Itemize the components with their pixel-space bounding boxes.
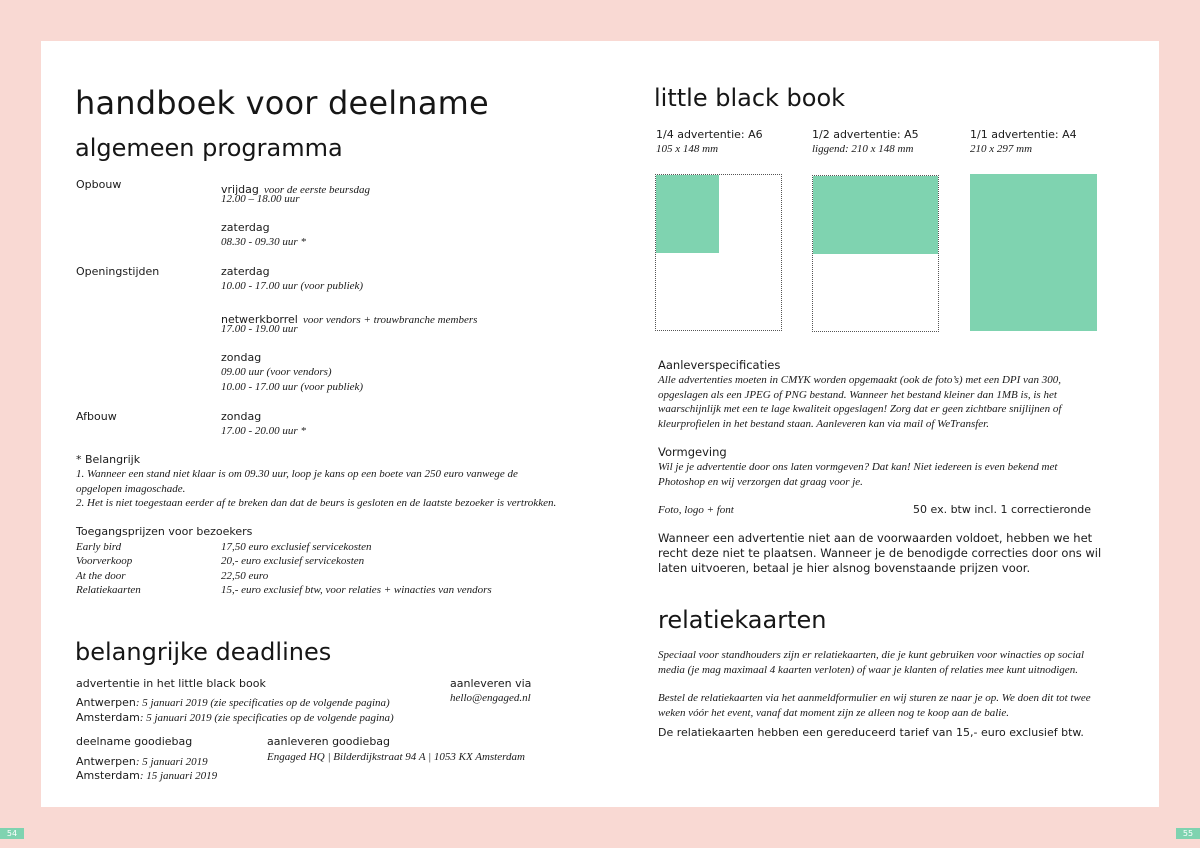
text-line: waarschijnlijk met een te lage kwaliteit opgeslagen! Zorg dat er geen zichtbare snijlijnen of	[658, 403, 1062, 415]
city: Antwerpen	[76, 755, 136, 768]
text-line: recht deze niet te plaatsen. Wanneer je de benodigde correcties door ons wil	[658, 546, 1102, 560]
opbouw-label: Opbouw	[76, 178, 122, 191]
relatiekaarten-p2	[658, 691, 1091, 720]
date: : 5 januari 2019	[135, 756, 208, 768]
afbouw-label: Afbouw	[76, 410, 117, 423]
opbouw-day2: zaterdag	[221, 221, 270, 234]
city: Amsterdam	[76, 769, 140, 782]
day-note: voor de eerste beursdag	[263, 184, 370, 196]
opbouw-day2-time: 08.30 - 09.30 uur *	[221, 236, 306, 248]
deliver-label: aanleveren via	[450, 677, 532, 690]
open-borrel-time: 17.00 - 19.00 uur	[221, 323, 298, 335]
ticket-name: Voorverkoop	[76, 555, 133, 567]
goodiebag-label: deelname goodiebag	[76, 735, 193, 748]
text-line: Alle advertenties moeten in CMYK worden opgemaakt (ook de foto’s) met een DPI van 300,	[658, 374, 1061, 386]
text-line: Photoshop en wij verzorgen dat graag voor je.	[658, 475, 863, 488]
ticket-price: 17,50 euro exclusief servicekosten	[221, 541, 372, 553]
text-line: kleurprofielen in het bestand staan. Aanleveren kan via mail of WeTransfer.	[658, 417, 989, 430]
deliver-email: hello@engaged.nl	[450, 692, 531, 704]
goodiebag-row	[76, 764, 217, 783]
specs-text	[658, 373, 1061, 431]
ticket-name: Relatiekaarten	[76, 584, 141, 596]
relatiekaarten-p1	[658, 648, 1084, 677]
warning-text	[658, 531, 1101, 576]
ad-preview-half	[812, 175, 939, 332]
design-text	[658, 460, 1057, 489]
open-day2-time1: 09.00 uur (voor vendors)	[221, 366, 332, 378]
ad-preview-quarter	[655, 174, 782, 331]
ad-area-fill	[813, 176, 938, 254]
specs-heading: Aanleverspecificaties	[658, 358, 781, 372]
design-price-label: Foto, logo + font	[658, 504, 734, 516]
afbouw-day: zondag	[221, 410, 262, 423]
important-heading: * Belangrijk	[76, 453, 141, 466]
page-number-right: 55	[1176, 828, 1200, 839]
text-line: Wil je je advertentie door ons laten vormgeven? Dat kan! Niet iedereen is even bekend met	[658, 461, 1058, 473]
open-day1-time: 10.00 - 17.00 uur (voor publiek)	[221, 280, 364, 292]
section-heading-deadlines: belangrijke deadlines	[75, 638, 332, 666]
page-title: handboek voor deelname	[75, 84, 489, 122]
important-line2: 2. Het is niet toegestaan eerder af te breken dan dat de beurs is gesloten en de laatste bezoeker is vertrokken.	[76, 497, 557, 509]
date: : 15 januari 2019	[139, 770, 218, 782]
ad-preview-full	[970, 174, 1097, 331]
ad-size-dim: 210 x 297 mm	[970, 143, 1033, 155]
openingstijden-label: Openingstijden	[76, 265, 160, 278]
afbouw-time: 17.00 - 20.00 uur *	[221, 425, 306, 437]
open-day2-time2: 10.00 - 17.00 uur (voor publiek)	[221, 381, 364, 393]
section-heading-program: algemeen programma	[75, 134, 343, 162]
borrel-label: netwerkborrel	[221, 313, 298, 326]
ticket-name: Early bird	[76, 541, 122, 553]
section-heading-relatiekaarten: relatiekaarten	[658, 606, 827, 634]
text-line: Bestel de relatiekaarten via het aanmeldformulier en wij sturen ze naar je op. We doen dit tot twee	[658, 692, 1091, 704]
ad-size-label: 1/4 advertentie: A6	[656, 128, 763, 141]
text-line: opgeslagen als een JPEG of PNG bestand. Wanneer het bestand kleiner dan 1MB is, is het	[658, 388, 1057, 401]
city: Antwerpen	[76, 696, 136, 709]
ticket-price: 15,- euro exclusief btw, voor relaties + winacties van vendors	[221, 584, 492, 596]
text-line: media (je mag maximaal 4 kaarten verloten) of waar je klanten of relaties mee kunt uitnodigen.	[658, 663, 1078, 676]
city: Amsterdam	[76, 711, 140, 724]
important-line1: 1. Wanneer een stand niet klaar is om 09.30 uur, loop je kans op een boete van 250 euro vanwege de	[76, 468, 518, 480]
ad-size-label: 1/2 advertentie: A5	[812, 128, 919, 141]
ad-label: advertentie in het little black book	[76, 677, 266, 690]
text-line: Speciaal voor standhouders zijn er relatiekaarten, die je kunt gebruiken voor winacties op social	[658, 649, 1085, 661]
ticket-price: 22,50 euro	[221, 570, 269, 582]
text-line: Wanneer een advertentie niet aan de voorwaarden voldoet, hebben we het	[658, 531, 1093, 545]
ad-size-dim: 105 x 148 mm	[656, 143, 719, 155]
tickets-heading: Toegangsprijzen voor bezoekers	[76, 525, 253, 538]
design-heading: Vormgeving	[658, 445, 727, 459]
ad-row	[76, 706, 394, 725]
ad-area-fill	[656, 175, 719, 253]
goodiebag-deliver-label: aanleveren goodiebag	[267, 735, 391, 748]
text-line: weken vóór het event, vanaf dat moment zijn ze alleen nog te koop aan de balie.	[658, 706, 1009, 719]
date: : 5 januari 2019 (zie specificaties op de volgende pagina)	[139, 712, 394, 724]
relatiekaarten-p3: De relatiekaarten hebben een gereduceerd tarief van 15,- euro exclusief btw.	[658, 726, 1084, 739]
important-line1b: opgelopen imagoschade.	[76, 483, 186, 495]
ticket-price: 20,- euro exclusief servicekosten	[221, 555, 365, 567]
opbouw-day1-time: 12.00 – 18.00 uur	[221, 193, 300, 205]
open-day1: zaterdag	[221, 265, 270, 278]
section-heading-lbb: little black book	[654, 84, 846, 112]
design-price-value: 50 ex. btw incl. 1 correctieronde	[913, 503, 1092, 516]
borrel-note: voor vendors + trouwbranche members	[302, 314, 478, 326]
ticket-name: At the door	[76, 570, 126, 582]
text-line: laten uitvoeren, betaal je hier alsnog bovenstaande prijzen voor.	[658, 561, 1031, 575]
day-label: vrijdag	[221, 183, 259, 196]
page-number-left: 54	[0, 828, 24, 839]
goodiebag-address: Engaged HQ | Bilderdijkstraat 94 A | 1053 KX Amsterdam	[267, 751, 525, 763]
date: : 5 januari 2019 (zie specificaties op de volgende pagina)	[135, 697, 390, 709]
open-day2: zondag	[221, 351, 262, 364]
ad-size-label: 1/1 advertentie: A4	[970, 128, 1077, 141]
ad-size-dim: liggend: 210 x 148 mm	[812, 143, 914, 155]
